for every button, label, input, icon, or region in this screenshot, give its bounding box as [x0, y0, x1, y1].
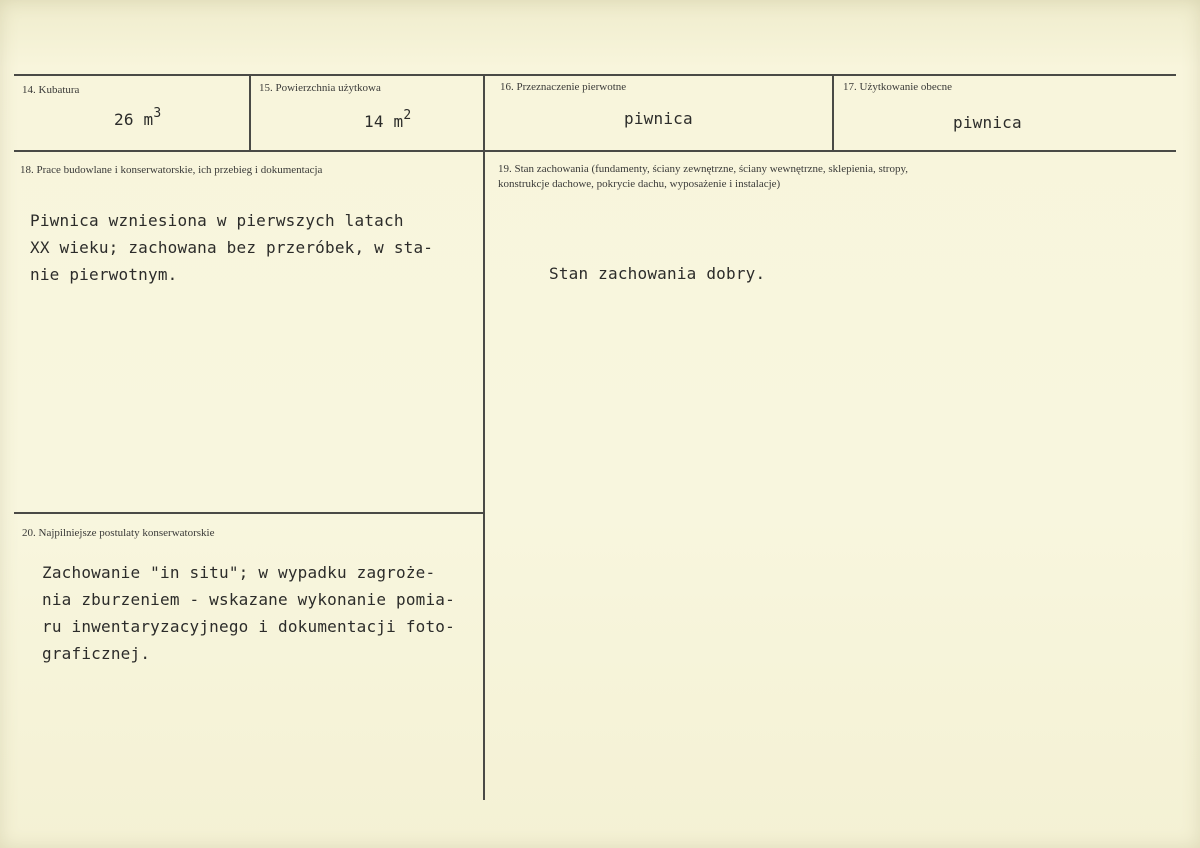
top-rule — [14, 74, 1176, 76]
text-line: nie pierwotnym. — [30, 265, 178, 284]
text-line: nia zburzeniem - wskazane wykonanie pomia- — [42, 590, 455, 609]
col-divider-3 — [832, 74, 834, 152]
col-divider-1 — [249, 74, 251, 152]
field-17-label: 17. Użytkowanie obecne — [843, 81, 953, 93]
field-16-label: 16. Przeznaczenie pierwotne — [500, 81, 627, 93]
text-line: Zachowanie "in situ"; w wypadku zagroże- — [42, 563, 436, 582]
field-20-label: 20. Najpilniejsze postulaty konserwatorskie — [22, 527, 215, 539]
field-18-text — [30, 207, 433, 288]
row1-bottom-rule — [14, 150, 1176, 152]
field-20-text — [42, 559, 455, 667]
field-15-value: 14 $m^2$ — [364, 108, 412, 131]
field-16-value: piwnica — [624, 109, 693, 128]
field-19-label — [498, 162, 908, 192]
col-divider-2 — [483, 74, 485, 800]
text-line: graficznej. — [42, 644, 151, 663]
field-15-label: 15. Powierzchnia użytkowa — [259, 82, 381, 94]
field-18-label: 18. Prace budowlane i konserwatorskie, ich przebieg i dokumentacja — [20, 164, 323, 176]
text-line: ru inwentaryzacyjnego i dokumentacji foto- — [42, 617, 455, 636]
label-line: konstrukcje dachowe, pokrycie dachu, wyposażenie i instalacje) — [498, 178, 781, 190]
text-line: Piwnica wzniesiona w pierwszych latach — [30, 211, 404, 230]
f18-f20-divider — [14, 512, 484, 514]
label-line: 19. Stan zachowania (fundamenty, ściany zewnętrzne, ściany wewnętrzne, sklepienia, stropy, — [498, 163, 909, 175]
field-14-value: 26 $m^3$ — [114, 106, 162, 129]
field-14-label: 14. Kubatura — [22, 84, 80, 96]
text-line: XX wieku; zachowana bez przeróbek, w sta- — [30, 238, 434, 257]
field-17-value: piwnica — [953, 113, 1022, 132]
field-19-value: Stan zachowania dobry. — [549, 264, 766, 283]
